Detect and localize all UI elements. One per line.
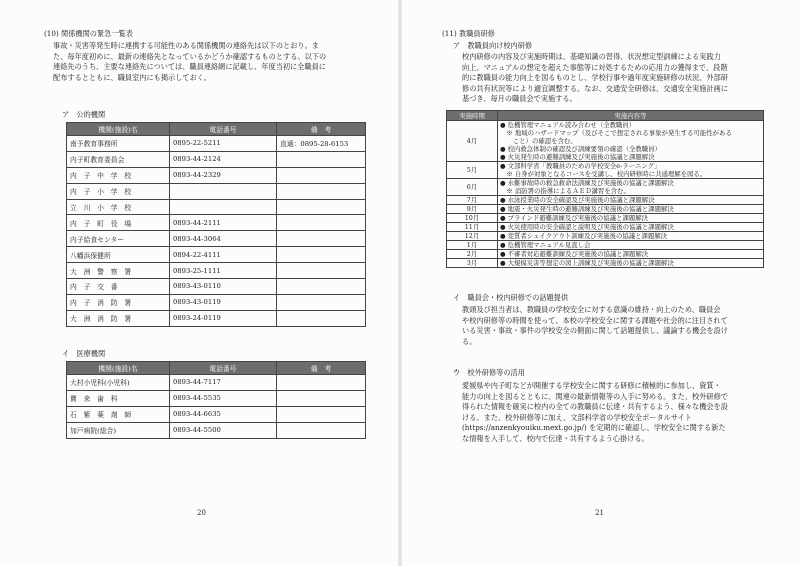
text-line: 修の共有状況等により適宜調整する。なお、交通安全研修は、交通安全実施計画に [462,83,728,93]
cell-name: 内 子 消 防 署 [67,294,170,310]
text-line: いる災害・事故・事件の学校安全の側面に関して話題提供し、議論する機会を設け [462,326,728,335]
cell-name: 立 川 小 学 校 [67,199,170,215]
cell-tel: 0893-44-3064 [170,231,277,247]
table-row [67,231,366,247]
cell-note [277,263,366,279]
text-line: た、毎年度初めに、最新の連絡先となっているかどうか確認するものとする。以下の [53,51,327,61]
cell-content [498,241,764,250]
cell-name: 大 洲 警 察 署 [67,263,170,279]
cell-content [498,196,764,205]
table-row [447,121,764,162]
cell-tel: 0893-44-5535 [170,390,277,406]
cell-content [498,162,764,179]
subtitle-internal-training: ア 教職員向け校内研修 [453,41,533,50]
cell-note [277,231,366,247]
table-row [67,310,366,326]
cell-period: 7月 [447,196,498,205]
text-line: 教頭及び担当者は、教職員の学校安全に対する意識の維持・向上のため、職員会 [462,305,721,314]
subtitle-topic-provision: イ 職員会・校内研修での話題提供 [453,293,569,302]
cell-name: 八幡浜保健所 [67,247,170,263]
col-header-period: 実施時期 [447,111,498,121]
cell-name: 内 子 町 役 場 [67,215,170,231]
table-row [67,247,366,263]
training-item: ※ 地域のハザードマップ（及びそこで想定される事象が発生する可能性がある [500,129,732,137]
cell-content [498,179,764,196]
cell-tel: 0893-43-0119 [170,294,277,310]
page-number-right: 21 [595,509,604,517]
table-row [447,232,764,241]
cell-note [277,167,366,183]
text-line: 能力の向上を図るとともに、関連の最新情報等の入手に努める。また、校外研修で [462,391,728,401]
text-line: (https://anzenkyouiku.mext.go.jp/) を定期的に確認し、学校安全に関する新た [462,423,726,432]
table-row [447,162,764,179]
text-line: ける。また、校外研修等に加え、文部科学省の学校安全ポータルサイト [462,412,692,422]
text-line: な情報を入手して、校内で伝達・共有するよう心掛ける。 [462,433,649,443]
cell-note [277,310,366,326]
cell-tel: 0893-44-2124 [170,151,277,167]
cell-note [277,390,366,406]
col-header-tel: 電話番号 [170,362,277,375]
training-item: ● 校内救急体制の確認及び訓練要領の確認（全教職員） [500,145,661,153]
training-item: こと）の確認を含む。 [500,137,577,145]
table-row [67,167,366,183]
training-item: ● 大規模災害等想定の図上訓練及び実施後の協議と課題解決 [500,259,674,267]
text-line: 連絡先のうち、主要な連絡先については、職員連絡網に記載し、年度当初に全職員に [53,62,326,71]
text-line: や校内研修等の時間を使って、本校の学校安全に関する課題や社会的に注目されて [462,315,728,325]
cell-note [277,406,366,422]
col-header-note: 備 考 [277,362,366,375]
text-line: 向上、マニュアルの想定を超えた事態等に対処するための応用力の獲得まで、段階 [462,62,728,72]
col-header-name: 機関(施設)名 [67,123,170,136]
table-row [67,375,366,391]
cell-period: 12月 [447,232,498,241]
training-item: ● 地震・火災発生時の避難訓練及び実施後の協議と課題解決 [500,205,674,213]
text-line: 校内研修の内容及び実施時期は、基礎知識の習得、状況想定型訓練による実践力 [462,52,721,61]
cell-name: 大 洲 消 防 署 [67,310,170,326]
text-line: 基づき、毎月の職員会で実施する。 [462,94,577,103]
section-title-training: (11) 教職員研修 [442,29,495,38]
text-line: 的に教職員の能力向上を図るものとし、学校行事や過年度実施研修の状況、外部研 [462,73,728,82]
table-row [67,183,366,199]
page-right [400,0,800,566]
training-item: ● 水難事故時の救急救命法訓練及び実施後の協議と課題解決 [500,179,674,187]
cell-name: 内 子 中 学 校 [67,167,170,183]
intro-paragraph [53,41,326,83]
text-line: 配布するとともに、職員室内にも掲示しておく。 [53,72,211,82]
cell-period: 9月 [447,205,498,214]
cell-note: 直通：0895-28-6153 [277,136,366,152]
cell-tel: 0893-44-2111 [170,215,277,231]
cell-note [277,199,366,215]
col-header-name: 機関(施設)名 [67,362,170,375]
cell-period: 1月 [447,241,498,250]
cell-content [498,214,764,223]
training-item: ● 火災使用時の安全確認と説明及び実施後の協議と課題解決 [500,223,674,231]
cell-note [277,375,366,391]
table-row [447,205,764,214]
cell-name: 加戸病院(総合) [67,422,170,438]
cell-content [498,232,764,241]
cell-content [498,223,764,232]
cell-tel: 0893-25-1111 [170,263,277,279]
cell-name: 南予教育事務所 [67,136,170,152]
table-row [67,136,366,152]
cell-tel: 0893-44-7117 [170,375,277,391]
cell-note [277,279,366,295]
training-item: ● 水泳授業時の安全確認及び実施後の協議と課題解決 [500,196,655,204]
cell-tel: 0893-44-2329 [170,167,277,183]
cell-note [277,294,366,310]
cell-name: 内子給食センター [67,231,170,247]
table-row [67,406,366,422]
cell-name: 寶 来 歯 科 [67,390,170,406]
cell-tel [170,183,277,199]
section-title-emergency: (10) 関係機関の緊急一覧表 [44,29,133,38]
col-header-content: 実施内容等 [498,111,764,121]
cell-tel: 0895-22-5211 [170,136,277,152]
cell-period: 5月 [447,162,498,179]
topic-provision-paragraph [462,305,728,347]
table-row [67,263,366,279]
cell-note [277,183,366,199]
medical-institutions-table [66,361,366,439]
subtitle-external-training: ウ 校外研修等の活用 [453,368,525,377]
public-institutions-title: ア 公的機関 [62,110,106,119]
cell-period: 11月 [447,223,498,232]
cell-tel: 0894-22-4111 [170,247,277,263]
text-line: る。 [462,336,477,346]
table-row [67,422,366,438]
table-row [67,390,366,406]
table-row [447,179,764,196]
cell-name: 内 子 小 学 校 [67,183,170,199]
table-row [67,279,366,295]
cell-note [277,151,366,167]
table-row [67,151,366,167]
training-item: ※ 消防署の指導によるＡＥＤ講習を含む。 [500,187,630,195]
col-header-tel: 電話番号 [170,123,277,136]
table-row [447,250,764,259]
table-row [447,223,764,232]
table-row [67,215,366,231]
cell-tel: 0893-44-5500 [170,422,277,438]
training-item: ● 変質者シェイクアウト訓練及び実施後の協議と課題解決 [500,232,668,240]
cell-content [498,121,764,162]
cell-period: 6月 [447,179,498,196]
training-item: ● 文部科学省「教職員のための学校安全e-ラーニング」 [500,162,661,170]
training-item: ※ 自身が対象となるコースを受講し、校内研修時に共通理解を図る。 [500,170,707,178]
training-item: ● 危機管理マニュアル読み合わせ（全教職員） [500,121,636,129]
col-header-note: 備 考 [277,123,366,136]
cell-name: 石 紫 薬 剤 師 [67,406,170,422]
training-item: ● 火災発生時の避難訓練及び実施後の協議と課題解決 [500,153,655,161]
training-schedule-table [446,110,764,268]
cell-name: 内 子 交 番 [67,279,170,295]
cell-period: 2月 [447,250,498,259]
table-row [447,259,764,268]
cell-name: 内子町教育委員会 [67,151,170,167]
cell-content [498,205,764,214]
cell-content [498,259,764,268]
text-line: 得られた情報を確実に校内の全ての教職員に伝達・共有するよう、様々な機会を設 [462,402,728,411]
page-number-left: 20 [197,509,206,517]
medical-institutions-title: イ 医療機関 [62,349,106,358]
public-institutions-table [66,122,366,327]
table-row [447,241,764,250]
cell-content [498,250,764,259]
cell-tel: 0893-44-6635 [170,406,277,422]
training-item: ● 危機管理マニュアル見直し会 [500,241,591,249]
cell-tel: 0893-43-0110 [170,279,277,295]
cell-period: 3月 [447,259,498,268]
cell-period: 4月 [447,121,498,162]
cell-note [277,422,366,438]
table-row [67,294,366,310]
text-line: 事故・災害等発生時に連携する可能性のある関係機関の連絡先は以下のとおり。ま [53,41,319,50]
cell-period: 10月 [447,214,498,223]
table-row [67,199,366,215]
table-row [447,214,764,223]
cell-note [277,247,366,263]
internal-training-paragraph [462,52,728,105]
training-item: ● ブラインド避難訓練及び実施後の協議と課題解決 [500,214,649,222]
cell-note [277,215,366,231]
training-item: ● 不審者対応避難訓練及び実施後の協議と課題解決 [500,250,649,258]
table-row [447,196,764,205]
cell-name: 大村小児科(小児科) [67,375,170,391]
cell-tel [170,199,277,215]
cell-tel: 0893-24-0119 [170,310,277,326]
text-line: 愛媛県や内子町などが開催する学校安全に関する研修に積極的に参加し、資質・ [462,381,721,390]
external-training-paragraph [462,381,728,444]
